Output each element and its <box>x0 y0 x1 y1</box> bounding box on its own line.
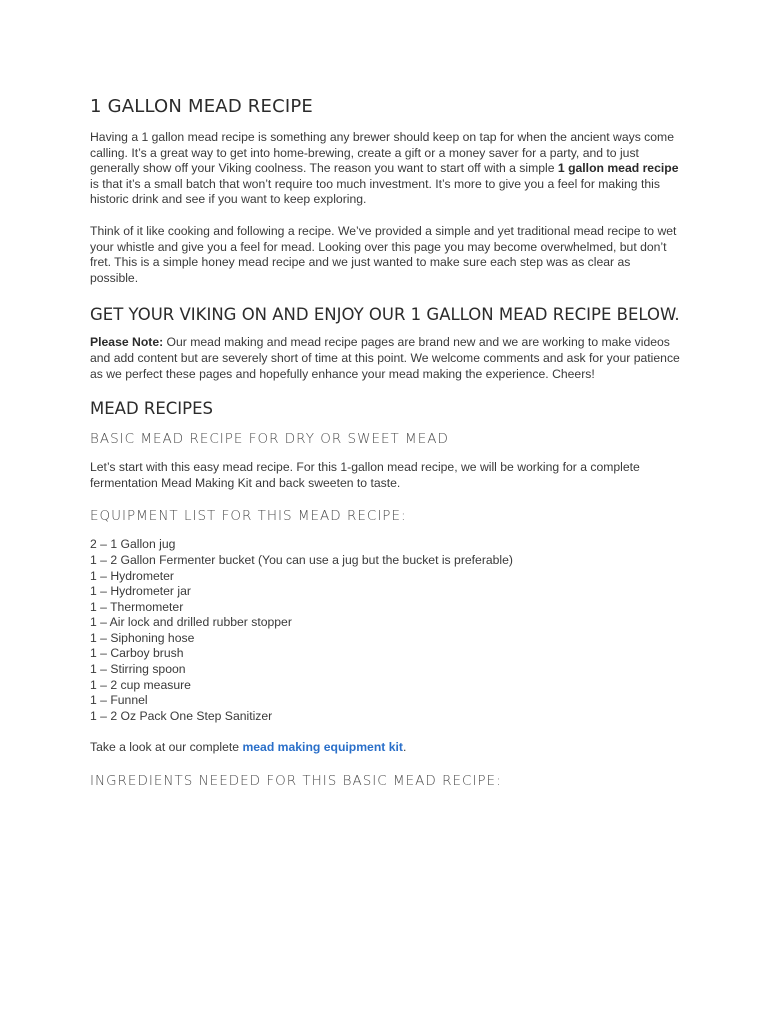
basic-recipe-text: Let’s start with this easy mead recipe. For this 1-gallon mead recipe, we will be working for a complete fermentation Mead Making Kit and back sweeten to taste. <box>90 460 640 490</box>
list-item: 1 – Funnel <box>90 693 148 708</box>
equipment-list <box>90 537 680 724</box>
intro-paragraph-2: Think of it like cooking and following a recipe. We’ve provided a simple and yet traditional mead recipe to wet your whistle and give you a feel for mead. Looking over this page you may become overwhelmed, but don’t fret. This is a simple honey mead recipe and we just wanted to make sure each step was as clear as possible. <box>90 223 677 285</box>
equipment-kit-link[interactable]: mead making equipment kit <box>242 740 403 755</box>
list-item: 1 – Stirring spoon <box>90 662 186 677</box>
equipment-heading: EQUIPMENT LIST FOR THIS MEAD RECIPE: <box>90 508 407 525</box>
page-title: 1 GALLON MEAD RECIPE <box>90 96 313 117</box>
note-label: Please Note: <box>90 335 164 350</box>
list-item: 1 – 2 Gallon Fermenter bucket (You can use a jug but the bucket is preferable) <box>90 552 513 567</box>
kit-prefix: Take a look at our complete <box>90 740 243 755</box>
article <box>90 96 680 802</box>
note-text: Our mead making and mead recipe pages are brand new and we are working to make videos and add content but are severely short of time at this point. We welcome comments and ask for your patience as we perfect these pages and hopefully enhance your mead making the experience. Cheers! <box>90 335 680 381</box>
kit-paragraph <box>90 740 680 756</box>
list-item: 2 – 1 Gallon jug <box>90 537 176 552</box>
intro-text-b: is that it’s a small batch that won’t require too much investment. It’s more to give you a feel for making this historic drink and see if you want to keep exploring. <box>90 176 660 207</box>
list-item: 1 – Thermometer <box>90 599 184 614</box>
list-item: 1 – Air lock and drilled rubber stopper <box>90 615 292 630</box>
list-item: 1 – Hydrometer <box>90 568 174 583</box>
intro-bold-keyword: 1 gallon mead recipe <box>557 161 679 176</box>
mead-recipes-heading: MEAD RECIPES <box>90 399 214 419</box>
list-item: 1 – Siphoning hose <box>90 630 195 645</box>
list-item: 1 – 2 Oz Pack One Step Sanitizer <box>90 708 273 723</box>
intro-paragraph-1 <box>90 130 680 208</box>
list-item: 1 – 2 cup measure <box>90 677 191 692</box>
note-paragraph <box>90 335 680 382</box>
list-item: 1 – Carboy brush <box>90 646 184 661</box>
basic-recipe-heading: BASIC MEAD RECIPE FOR DRY OR SWEET MEAD <box>90 431 449 448</box>
intro-text-a: Having a 1 gallon mead recipe is something any brewer should keep on tap for when the ancient ways come calling. It’s a great way to get into home-brewing, create a gift or a money saver for a party, and to just generally show off your Viking coolness. The reason you want to start off with a simple <box>90 130 674 176</box>
kit-suffix: . <box>402 740 407 755</box>
ingredients-heading: INGREDIENTS NEEDED FOR THIS BASIC MEAD RECIPE: <box>90 773 502 790</box>
list-item: 1 – Hydrometer jar <box>90 584 191 599</box>
viking-heading: GET YOUR VIKING ON AND ENJOY OUR 1 GALLON MEAD RECIPE BELOW. <box>90 305 680 325</box>
